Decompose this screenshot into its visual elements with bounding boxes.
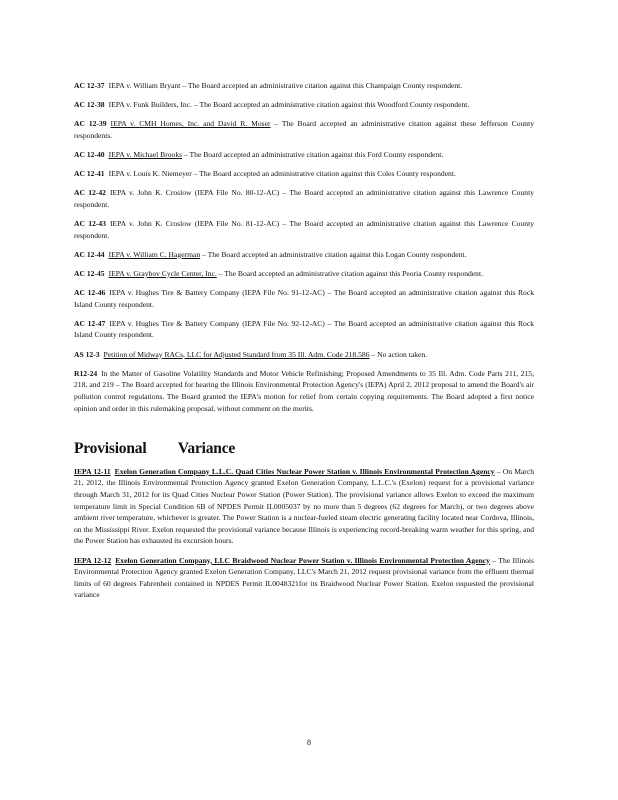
list-item: [74, 349, 534, 361]
case-title: Exelon Generation Company L.L.C. Quad Cities Nuclear Power Station v. Illinois Environmental Protection Agency: [114, 466, 495, 476]
list-item: [74, 218, 534, 241]
provisional-variance-list: [74, 466, 534, 601]
section-heading: Provisional Variance: [74, 440, 236, 458]
entry-text: IEPA v. Hughes Tire & Battery Company (IEPA File No. 92-12-AC) – The Board accepted an administrative citation against this Rock Island County respondent.: [74, 318, 534, 340]
entry-text: – The Board accepted an administrative citation against this Peoria County respondent.: [216, 268, 483, 278]
docket-number: R12-24: [74, 368, 98, 378]
entry-text: IEPA v. William Bryant – The Board accepted an administrative citation against this Champaign County respondent.: [108, 80, 463, 90]
docket-number: AC 12-38: [74, 99, 105, 109]
docket-number: AC 12-40: [74, 149, 105, 159]
docket-number: IEPA 12-11: [74, 466, 111, 476]
list-item: [74, 466, 534, 547]
entry-text: – The Board accepted an administrative citation against this Ford County respondent.: [182, 149, 444, 159]
entry-text: IEPA v. Louis K. Niemeyer – The Board accepted an administrative citation against this Coles County respondent.: [108, 168, 456, 178]
docket-number: AC 12-37: [74, 80, 105, 90]
entry-text: – No action taken.: [369, 349, 428, 359]
entry-text: – On March 21, 2012, the Illinois Environmental Protection Agency granted Exelon Generation Company, L.L.C.'s (Exelon) request for a provisional variance through March 31, 2012 for its Quad Cities Nuclear Power Station (Power Station). The provisional variance allows Exelon to exceed the maximum temperature limit in Special Condition 6B of NPDES Permit IL0005037 by no more than 5 degrees (62 degrees for March), or two degrees above ambient river temperature, whichever is greater. The Power Station is a nuclear-fueled steam electric generating facility located near Cordova, Illinois, on the Mississippi River. Exelon requested the provisional variance because Illinois is experiencing record-breaking warm weather for this spring, and the Power Station has exhausted its excursion hours.: [74, 466, 535, 546]
entry-list: [74, 80, 534, 415]
entry-text: In the Matter of Gasoline Volatility Standards and Motor Vehicle Refinishing; Proposed Amendments to 35 Ill. Adm. Code Parts 211, 215, 218, and 219 – The Board accepted for hearing the Illinois Environmental Protection Agency's (IEPA) April 2, 2012 proposal to amend the Board's air pollution control regulations. The Board granted the IEPA's motion for relief from certain copying requirements. The Board adopted a first notice opinion and order in this rulemaking proposal, without comment on the merits.: [74, 368, 534, 413]
entry-text: IEPA v. Hughes Tire & Battery Company (IEPA File No. 91-12-AC) – The Board accepted an administrative citation against this Rock Island County respondent.: [74, 288, 534, 309]
case-title: Exelon Generation Company, LLC Braidwood Nuclear Power Station v. Illinois Environmental Protection Agency: [115, 555, 490, 565]
list-item: [74, 318, 534, 341]
list-item: [74, 99, 534, 111]
case-title: IEPA v. Graybov Cycle Center, Inc.: [108, 268, 217, 278]
list-item: [74, 249, 534, 261]
entry-text: IEPA v. Funk Builders, Inc. – The Board accepted an administrative citation against this Woodford County respondent.: [108, 99, 470, 109]
list-item: [74, 287, 534, 310]
docket-number: AC 12-46: [74, 288, 106, 298]
case-title: IEPA v. CMH Homes, Inc. and David R. Moser: [110, 118, 271, 128]
list-item: [74, 368, 534, 414]
docket-number: AC 12-41: [74, 168, 105, 178]
docket-number: AC 12-47: [74, 318, 106, 328]
list-item: [74, 118, 534, 141]
docket-number: IEPA 12-12: [74, 555, 112, 565]
entry-text: – The Board accepted an administrative citation against these Jefferson County respondents.: [74, 118, 535, 140]
list-item: [74, 168, 534, 180]
entry-text: IEPA v. John K. Croslow (IEPA File No. 80-12-AC) – The Board accepted an administrative citation against this Lawrence County respondent.: [74, 188, 534, 209]
case-title: IEPA v. William C. Hagerman: [108, 249, 201, 259]
docket-number: AC 12-42: [74, 188, 106, 198]
docket-number: AC 12-43: [74, 218, 106, 228]
entry-text: IEPA v. John K. Croslow (IEPA File No. 81-12-AC) – The Board accepted an administrative citation against this Lawrence County respondent.: [74, 218, 534, 240]
list-item: [74, 555, 534, 601]
list-item: [74, 268, 534, 280]
docket-number: AC 12-39: [74, 118, 107, 128]
docket-number: AS 12-3: [74, 349, 100, 359]
list-item: [74, 149, 534, 161]
entry-text: – The Illinois Environmental Protection Agency granted Exelon Generation Company, LLC's March 21, 2012 request provisional variance from the effluent thermal limits of 60 degrees Fahrenheit contained in NPDES Permit IL0048321for its Braidwood Nuclear Power Station. Exelon requested the provisional variance: [74, 555, 534, 600]
entry-text: – The Board accepted an administrative citation against this Logan County respondent.: [200, 249, 467, 259]
list-item: [74, 80, 534, 92]
case-title: IEPA v. Michael Brooks: [108, 149, 183, 159]
docket-number: AC 12-45: [74, 268, 105, 278]
list-item: [74, 187, 534, 210]
docket-number: AC 12-44: [74, 249, 105, 259]
document-body: [74, 72, 534, 608]
page-number: 8: [307, 738, 311, 747]
case-title: Petition of Midway RACs, LLC for Adjusted Standard from 35 Ill. Adm. Code 218.586: [103, 349, 370, 359]
